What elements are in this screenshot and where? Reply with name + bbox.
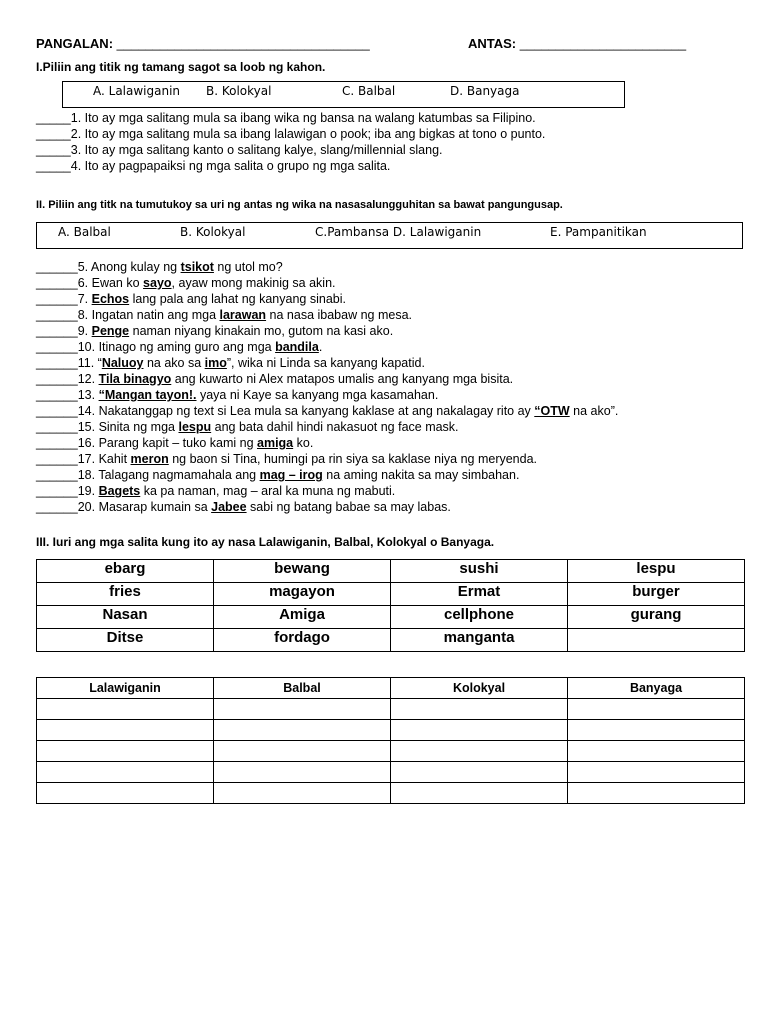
sentence-text: ng baon si Tina, humingi pa rin siya sa kaklase niya ng meryenda.: [168, 452, 538, 466]
underlined-word: Bagets: [98, 484, 141, 498]
question-item: [36, 355, 618, 371]
word-cell: lespu: [568, 560, 745, 583]
table-row: [37, 783, 745, 804]
table-row: [37, 560, 745, 583]
word-cell: burger: [568, 583, 745, 606]
answer-cell[interactable]: [214, 699, 391, 720]
grade-label: ANTAS: _______________________: [468, 36, 687, 51]
word-cell: Nasan: [37, 606, 214, 629]
sentence-text: ka pa naman, mag – aral ka muna ng mabuti.: [140, 484, 396, 498]
sentence-text: ko.: [293, 436, 314, 450]
table-header-row: [37, 678, 745, 699]
answer-blank[interactable]: ______: [36, 452, 78, 466]
words-table: [36, 559, 745, 652]
sentence-text: 9.: [77, 324, 92, 338]
answer-blank[interactable]: ______: [36, 468, 78, 482]
column-header: Kolokyal: [391, 678, 568, 699]
part1-instruction: I.Piliin ang titik ng tamang sagot sa loob ng kahon.: [36, 60, 326, 74]
sentence-text: 7.: [77, 292, 92, 306]
grade-blank[interactable]: _______________________: [519, 36, 687, 51]
sentence-text: ang kuwarto ni Alex matapos umalis ang kanyang mga bisita.: [171, 372, 514, 386]
table-row: [37, 583, 745, 606]
table-row: [37, 720, 745, 741]
question-item: _____1. Ito ay mga salitang mula sa ibang wika ng bansa na walang katumbas sa Filipino.: [36, 111, 536, 125]
answer-blank[interactable]: ______: [36, 292, 78, 306]
question-item: [36, 403, 618, 419]
sentence-text: na nasa ibabaw ng mesa.: [266, 308, 412, 322]
answer-cell[interactable]: [391, 783, 568, 804]
name-label: PANGALAN: ___________________________________: [36, 36, 370, 51]
answer-cell[interactable]: [391, 699, 568, 720]
answer-cell[interactable]: [391, 762, 568, 783]
sentence-text: yaya ni Kaye sa kanyang mga kasamahan.: [196, 388, 439, 402]
answer-blank[interactable]: ______: [36, 420, 78, 434]
answer-blank[interactable]: _____: [36, 143, 71, 157]
answer-blank[interactable]: _____: [36, 159, 71, 173]
word-cell: cellphone: [391, 606, 568, 629]
answer-blank[interactable]: ______: [36, 308, 78, 322]
part2-instruction: II. Piliin ang titk na tumutukoy sa uri ng antas ng wika na nasasalungguhitan sa bawat pangungusap.: [36, 199, 563, 211]
part2-items: [36, 259, 618, 515]
sentence-text: na ako sa: [143, 356, 205, 370]
answer-blank[interactable]: ______: [36, 276, 78, 290]
name-blank[interactable]: ___________________________________: [116, 36, 370, 51]
sentence-text: na ako”.: [569, 404, 619, 418]
underlined-word: Tila binagyo: [98, 372, 172, 386]
answer-blank[interactable]: _____: [36, 111, 71, 125]
question-item: _____3. Ito ay mga salitang kanto o salitang kalye, slang/millennial slang.: [36, 143, 443, 157]
answer-cell[interactable]: [391, 741, 568, 762]
word-cell: Ditse: [37, 629, 214, 652]
part3-instruction: III. Iuri ang mga salita kung ito ay nasa Lalawiganin, Balbal, Kolokyal o Banyaga.: [36, 535, 495, 549]
sentence-text: .: [318, 340, 323, 354]
answer-cell[interactable]: [568, 762, 745, 783]
underlined-word: imo: [204, 356, 227, 370]
sentence-text: 18. Talagang nagmamahala ang: [77, 468, 260, 482]
underlined-word: tsikot: [180, 260, 214, 274]
word-cell: sushi: [391, 560, 568, 583]
underlined-word: “OTW: [534, 404, 570, 418]
underlined-word: Echos: [91, 292, 130, 306]
word-cell: gurang: [568, 606, 745, 629]
answer-cell[interactable]: [214, 720, 391, 741]
answer-blank[interactable]: ______: [36, 340, 78, 354]
column-header: Balbal: [214, 678, 391, 699]
table-row: [37, 762, 745, 783]
sentence-text: sabi ng batang babae sa may labas.: [246, 500, 451, 514]
underlined-word: larawan: [219, 308, 267, 322]
answer-cell[interactable]: [37, 741, 214, 762]
sentence-text: 5. Anong kulay ng: [77, 260, 181, 274]
underlined-word: meron: [130, 452, 169, 466]
answer-blank[interactable]: ______: [36, 356, 78, 370]
question-item: _____2. Ito ay mga salitang mula sa ibang lalawigan o pook; iba ang bigkas at tono o punto.: [36, 127, 546, 141]
word-cell: manganta: [391, 629, 568, 652]
choice-b: B. Kolokyal: [206, 84, 272, 98]
answer-blank[interactable]: ______: [36, 372, 78, 386]
underlined-word: Jabee: [211, 500, 247, 514]
sentence-text: 11. “: [77, 356, 102, 370]
part2-choices-box: [36, 222, 743, 249]
choice-d: D. Banyaga: [450, 84, 520, 98]
answer-blank[interactable]: ______: [36, 484, 78, 498]
answer-cell[interactable]: [568, 783, 745, 804]
answer-blank[interactable]: ______: [36, 436, 78, 450]
sentence-text: 19.: [77, 484, 99, 498]
table-row: [37, 606, 745, 629]
sentence-text: , ayaw mong makinig sa akin.: [171, 276, 336, 290]
choice-b: B. Kolokyal: [180, 225, 246, 239]
answer-cell[interactable]: [214, 741, 391, 762]
sentence-text: ng utol mo?: [213, 260, 283, 274]
answer-cell[interactable]: [37, 699, 214, 720]
underlined-word: amiga: [257, 436, 294, 450]
sentence-text: 20. Masarap kumain sa: [77, 500, 212, 514]
answer-blank[interactable]: ______: [36, 388, 78, 402]
sentence-text: 16. Parang kapit – tuko kami ng: [77, 436, 257, 450]
underlined-word: sayo: [143, 276, 172, 290]
sentence-text: 15. Sinita ng mga: [77, 420, 179, 434]
word-cell: fordago: [214, 629, 391, 652]
part1-items: [36, 110, 545, 174]
answer-blank[interactable]: _____: [36, 127, 71, 141]
table-row: [37, 699, 745, 720]
question-item: [36, 259, 618, 275]
word-cell: ebarg: [37, 560, 214, 583]
sentence-text: 17. Kahit: [77, 452, 131, 466]
question-item: [36, 499, 618, 515]
answer-blank[interactable]: ______: [36, 324, 78, 338]
sentence-text: naman niyang kinakain mo, gutom na kasi ako.: [129, 324, 394, 338]
sentence-text: 14. Nakatanggap ng text si Lea mula sa kanyang kaklase at ang nakalagay rito ay: [77, 404, 535, 418]
question-item: [36, 419, 618, 435]
sentence-text: ”, wika ni Linda sa kanyang kapatid.: [226, 356, 425, 370]
question-item: [36, 387, 618, 403]
choice-a: A. Balbal: [58, 225, 111, 239]
choice-e: E. Pampanitikan: [550, 225, 647, 239]
answer-cell[interactable]: [568, 741, 745, 762]
answer-cell[interactable]: [391, 720, 568, 741]
question-item: [36, 435, 618, 451]
sentence-text: na aming nakita sa may simbahan.: [322, 468, 520, 482]
question-item: [36, 339, 618, 355]
answer-cell[interactable]: [37, 720, 214, 741]
choice-c-d: C.Pambansa D. Lalawiganin: [315, 225, 482, 239]
underlined-word: bandila: [275, 340, 319, 354]
underlined-word: “Mangan tayon!.: [98, 388, 197, 402]
table-row: [37, 629, 745, 652]
answer-blank[interactable]: ______: [36, 404, 78, 418]
answer-blank[interactable]: ______: [36, 260, 78, 274]
sentence-text: 12.: [77, 372, 99, 386]
word-cell: [568, 629, 745, 652]
sentence-text: 10. Itinago ng aming guro ang mga: [77, 340, 276, 354]
sentence-text: ang bata dahil hindi nakasuot ng face mask.: [211, 420, 459, 434]
answer-table: [36, 677, 745, 804]
word-cell: Ermat: [391, 583, 568, 606]
question-item: [36, 307, 618, 323]
question-item: [36, 483, 618, 499]
answer-cell[interactable]: [568, 699, 745, 720]
sentence-text: 8. Ingatan natin ang mga: [77, 308, 220, 322]
answer-cell[interactable]: [214, 783, 391, 804]
answer-cell[interactable]: [568, 720, 745, 741]
question-item: [36, 451, 618, 467]
choice-a: A. Lalawiganin: [93, 84, 181, 98]
word-cell: Amiga: [214, 606, 391, 629]
underlined-word: mag – irog: [259, 468, 323, 482]
word-cell: bewang: [214, 560, 391, 583]
sentence-text: 6. Ewan ko: [77, 276, 144, 290]
sentence-text: 13.: [77, 388, 99, 402]
answer-cell[interactable]: [37, 762, 214, 783]
sentence-text: lang pala ang lahat ng kanyang sinabi.: [129, 292, 346, 306]
part1-choices-box: [62, 81, 625, 108]
word-cell: fries: [37, 583, 214, 606]
question-item: [36, 275, 618, 291]
question-item: [36, 291, 618, 307]
question-item: [36, 371, 618, 387]
column-header: Lalawiganin: [37, 678, 214, 699]
question-item: _____4. Ito ay pagpapaiksi ng mga salita o grupo ng mga salita.: [36, 159, 391, 173]
answer-cell[interactable]: [214, 762, 391, 783]
table-row: [37, 741, 745, 762]
column-header: Banyaga: [568, 678, 745, 699]
question-item: [36, 467, 618, 483]
choice-c: C. Balbal: [342, 84, 396, 98]
underlined-word: lespu: [178, 420, 212, 434]
underlined-word: Penge: [91, 324, 130, 338]
question-item: [36, 323, 618, 339]
underlined-word: Naluoy: [101, 356, 144, 370]
word-cell: magayon: [214, 583, 391, 606]
answer-cell[interactable]: [37, 783, 214, 804]
answer-blank[interactable]: ______: [36, 500, 78, 514]
